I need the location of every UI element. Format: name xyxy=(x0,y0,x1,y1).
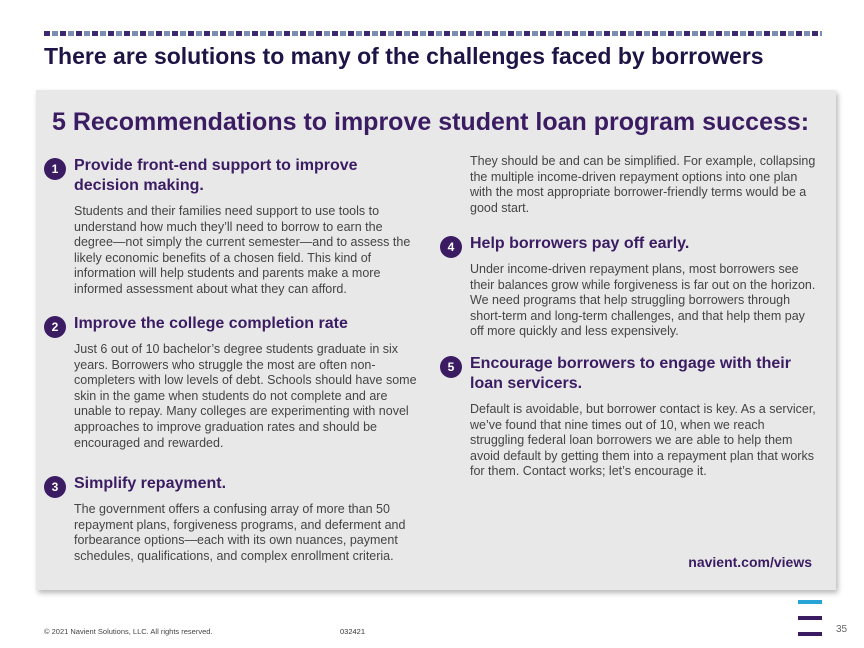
copyright-notice: © 2021 Navient Solutions, LLC. All rights reserved. xyxy=(44,627,213,636)
source-link[interactable]: navient.com/views xyxy=(688,554,812,570)
recommendation-body: Students and their families need support to use tools to understand how much they’ll need to borrow to earn the degree—not simply the current semester—and to assess the likely economic benefits of a chosen field. This kind of information will help students and parents make a more informed assessment about what they can afford. xyxy=(74,204,411,296)
top-decorative-bar xyxy=(44,31,822,36)
recommendation-3-continuation xyxy=(440,154,820,216)
recommendation-body: Under income-driven repayment plans, most borrowers see their balances grow while forgiveness is far out on the horizon. We need programs that help struggling borrowers through short-term and long-term challenges, and that help them pay off more quickly and less expensively. xyxy=(470,262,816,339)
number-badge: 4 xyxy=(440,236,462,258)
recommendation-body: The government offers a confusing array of more than 50 repayment plans, forgiveness programs, and deferment and forbearance options—each with its own nuances, payment schedules, qualifications, and complex enrollment criteria. xyxy=(74,502,406,563)
recommendation-5 xyxy=(440,354,820,480)
recommendation-title: Improve the college completion rate xyxy=(74,315,348,332)
recommendation-body: Default is avoidable, but borrower contact is key. As a servicer, we’ve found that nine times out of 10, when we reach struggling federal loan borrowers we are able to help them avoid default by getting them into a repayment plan that works for them. Contact works; let’s encourage it. xyxy=(470,402,816,479)
recommendation-1 xyxy=(44,156,424,298)
recommendations-panel xyxy=(36,90,836,590)
recommendation-body: Just 6 out of 10 bachelor’s degree students graduate in six years. Borrowers who struggle the most are often non-completers with low levels of debt. Schools should have some skin in the game when students do not complete and are unable to repay. Many colleges are experimenting with novel approaches to improve graduation rates and should be encouraged and rewarded. xyxy=(74,342,417,450)
document-code: 032421 xyxy=(340,627,366,636)
slide-title: There are solutions to many of the challenges faced by borrowers xyxy=(44,43,764,69)
recommendation-3 xyxy=(44,474,424,564)
number-badge: 3 xyxy=(44,476,66,498)
recommendation-4 xyxy=(440,234,820,340)
number-badge: 5 xyxy=(440,356,462,378)
page-number: 35 xyxy=(836,624,848,635)
number-badge: 2 xyxy=(44,316,66,338)
recommendation-title: Simplify repayment. xyxy=(74,475,227,492)
panel-heading: 5 Recommendations to improve student loan program success: xyxy=(52,108,810,136)
recommendation-title: Provide front-end support to improve decision making. xyxy=(74,157,358,194)
recommendation-title: Help borrowers pay off early. xyxy=(470,235,690,252)
navient-logo-icon xyxy=(798,600,822,636)
recommendation-2 xyxy=(44,314,424,451)
recommendation-title: Encourage borrowers to engage with their loan servicers. xyxy=(470,355,791,392)
number-badge: 1 xyxy=(44,158,66,180)
continuation-text: They should be and can be simplified. For example, collapsing the multiple income-driven repayment options into one plan with the most appropriate borrower-friendly terms would be a good start. xyxy=(470,154,816,215)
